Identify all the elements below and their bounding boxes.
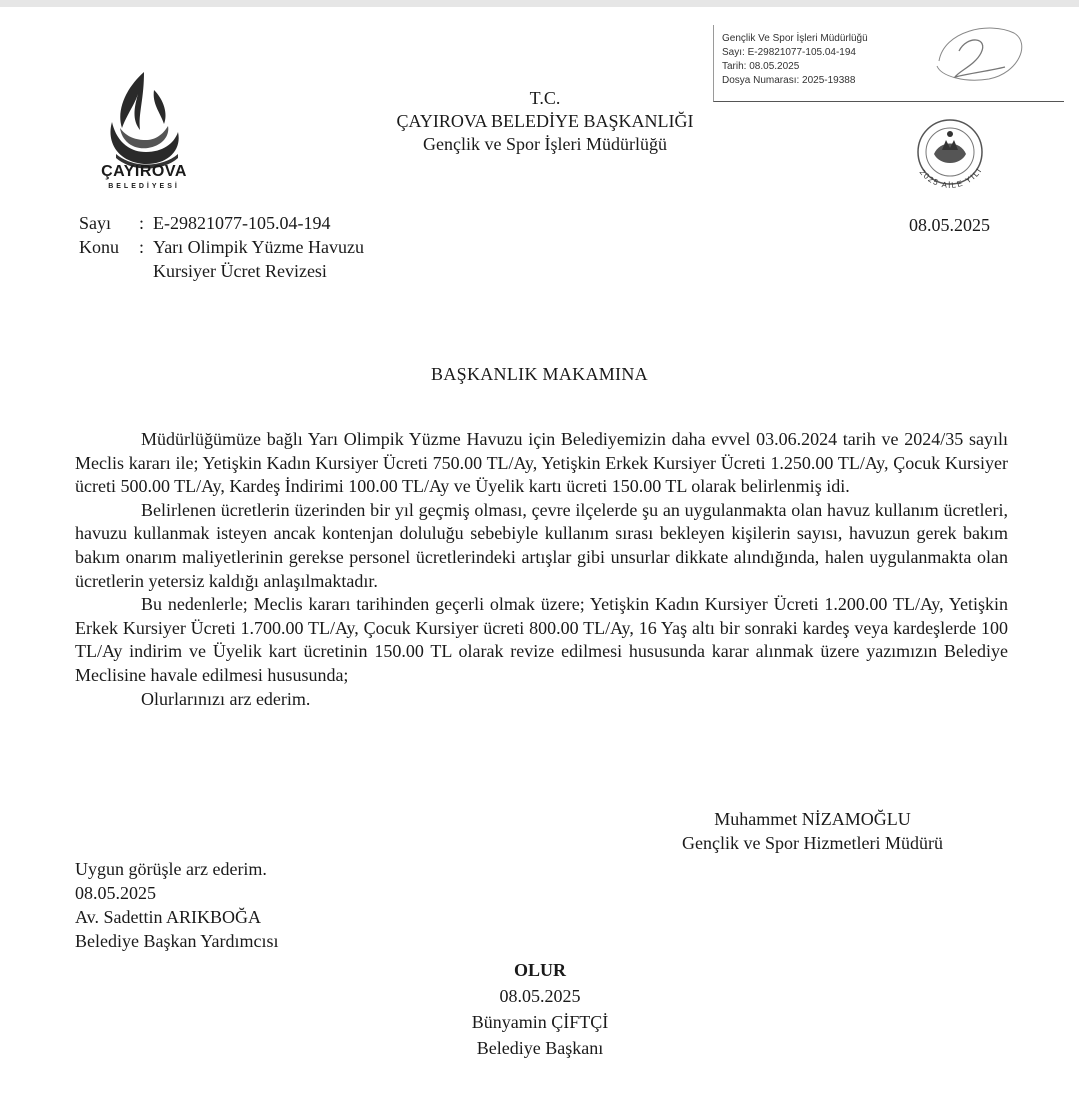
letter-body	[75, 428, 1008, 711]
registry-stamp	[713, 25, 1064, 102]
director-title: Gençlik ve Spor Hizmetleri Müdürü	[682, 833, 943, 853]
letterhead	[330, 87, 760, 156]
paragraph-2: Belirlenen ücretlerin üzerinden bir yıl geçmiş olması, çevre ilçelerde şu an uygulanmakta olan havuz kullanım ücretleri, havuzu kullanmak isteyen ancak kontenjan doluluğu sebebiyle kullanım sırası bekleyen kişilerin sayısı, havuzun gerek bakım bakım onarım maliyetlerinin gerekse personel ücretlerindeki artışlar gibi unsurlar dikkate alındığında, halen uygulanmakta olan ücretlerin yetersiz kaldığı anlaşılmaktadır.	[75, 499, 1008, 591]
subject-line-2: Kursiyer Ücret Revizesi	[153, 261, 327, 281]
document-meta	[79, 211, 364, 283]
number-separator: :	[139, 213, 145, 233]
subject-line-1: Yarı Olimpik Yüzme Havuzu	[153, 237, 364, 257]
document-date: 08.05.2025	[909, 215, 990, 235]
subject-separator: :	[139, 237, 145, 257]
signature-director	[640, 807, 985, 855]
signature-deputy	[75, 857, 278, 953]
logo-name: ÇAYIROVA	[101, 163, 187, 180]
stamp-number: Sayı: E-29821077-105.04-194	[722, 47, 856, 58]
logo-subtitle: BELEDİYESİ	[108, 183, 180, 190]
number-label: Sayı	[79, 213, 112, 233]
svg-text:2025 AİLE YILI	[918, 166, 984, 190]
approval-date: 08.05.2025	[499, 986, 581, 1006]
approval-block	[390, 957, 690, 1061]
header-directorate: Gençlik ve Spor İşleri Müdürlüğü	[423, 134, 667, 154]
mayor-name: Bünyamin ÇİFTÇİ	[471, 1012, 609, 1032]
stamp-file-number: Dosya Numarası: 2025-19388	[722, 75, 856, 86]
seal-text: 2025 AİLE YILI	[917, 165, 985, 190]
deputy-date: 08.05.2025	[75, 883, 156, 903]
family-year-seal-icon	[900, 110, 1000, 210]
deputy-title: Belediye Başkan Yardımcısı	[75, 931, 279, 951]
number-value: E-29821077-105.04-194	[153, 213, 331, 233]
header-institution: ÇAYIROVA BELEDİYE BAŞKANLIĞI	[396, 111, 694, 131]
subject-label: Konu	[79, 237, 119, 257]
scan-top-edge	[0, 0, 1079, 7]
mayor-title: Belediye Başkanı	[476, 1038, 604, 1058]
paragraph-4: Olurlarınızı arz ederim.	[141, 688, 311, 709]
approval-label: OLUR	[513, 960, 566, 980]
handwritten-mark-icon	[919, 21, 1039, 93]
paragraph-3: Bu nedenlerle; Meclis kararı tarihinden geçerli olmak üzere; Yetişkin Kadın Kursiyer Ücreti 1.200.00 TL/Ay, Yetişkin Erkek Kursiyer Ücreti 1.700.00 TL/Ay, Çocuk Kursiyer ücreti 800.00 TL/Ay, 16 Yaş altı bir sonraki kardeş veya kardeşlerde 100 TL/Ay indirim ve Üyelik kart ücretinin 150.00 TL olarak revize edilmesi hususunda karar alınmak üzere yazımızın Belediye Meclisine havale edilmesi hususunda;	[75, 594, 1008, 685]
header-country: T.C.	[529, 88, 561, 108]
stamp-date: Tarih: 08.05.2025	[722, 61, 800, 72]
deputy-name: Av. Sadettin ARIKBOĞA	[75, 907, 261, 927]
paragraph-1: Müdürlüğümüze bağlı Yarı Olimpik Yüzme Havuzu için Belediyemizin daha evvel 03.06.2024 tarih ve 2024/35 sayılı Meclis kararı ile; Yetişkin Kadın Kursiyer Ücreti 750.00 TL/Ay, Yetişkin Erkek Kursiyer Ücreti 1.250.00 TL/Ay, Çocuk Kursiyer ücreti 500.00 TL/Ay, Kardeş İndirimi 100.00 TL/Ay ve Üyelik kartı ücreti 150.00 TL olarak belirlenmiş idi.	[75, 429, 1008, 497]
addressee: BAŞKANLIK MAKAMINA	[431, 364, 648, 384]
director-name: Muhammet NİZAMOĞLU	[714, 809, 911, 829]
deputy-note: Uygun görüşle arz ederim.	[75, 859, 267, 879]
stamp-directorate: Gençlik Ve Spor İşleri Müdürlüğü	[722, 33, 868, 44]
